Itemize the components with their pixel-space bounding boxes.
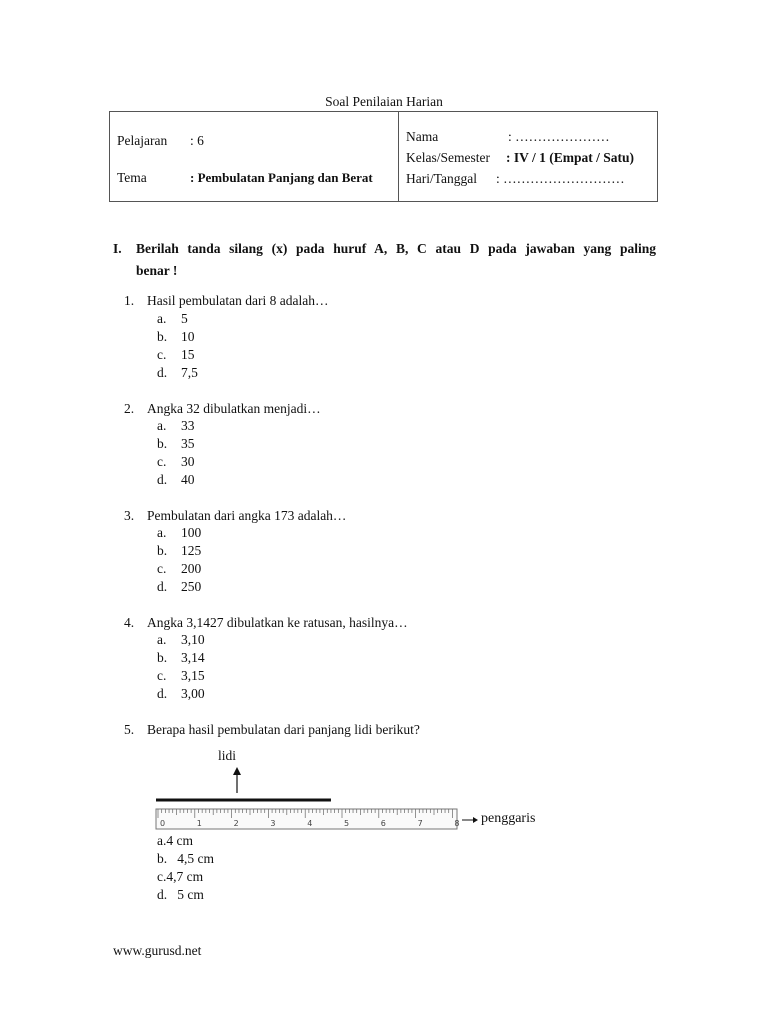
option-value: 30: [181, 454, 195, 469]
option-value: 35: [181, 436, 195, 451]
ruler-number: 2: [233, 819, 239, 828]
question-text: Hasil pembulatan dari 8 adalah…: [147, 293, 329, 308]
instruction-line-2: benar !: [136, 263, 178, 278]
tema-value: : Pembulatan Panjang dan Berat: [190, 170, 373, 185]
header-table: [109, 111, 658, 202]
nama-value: : …………………: [508, 129, 610, 144]
tema-label: Tema: [117, 170, 147, 185]
pelajaran-value-text: : 6: [190, 133, 204, 148]
hari-value: : ………………………: [496, 171, 625, 186]
kelas-value: : IV / 1 (Empat / Satu): [506, 150, 635, 165]
penggaris-label: penggaris: [481, 811, 536, 826]
option-5c[interactable]: c.4,7 cm: [157, 869, 204, 884]
option-value: 3,15: [181, 668, 205, 683]
ruler-number: 6: [380, 819, 386, 828]
option-letter: a.: [157, 632, 167, 647]
option-letter: a.: [157, 311, 167, 326]
question-text: Berapa hasil pembulatan dari panjang lidi berikut?: [147, 722, 420, 737]
ruler: [156, 809, 459, 829]
option-letter: b.: [157, 543, 168, 558]
option-letter: c.: [157, 347, 167, 362]
option-letter: b.: [157, 436, 168, 451]
option-value: 200: [181, 561, 202, 576]
option-value: 10: [181, 329, 195, 344]
ruler-number: 1: [196, 819, 202, 828]
ruler-figure: [150, 745, 570, 840]
section-number: I.: [113, 241, 122, 256]
footer-website: www.gurusd.net: [113, 943, 202, 958]
option-5d[interactable]: d. 5 cm: [157, 887, 204, 902]
question-number: 4.: [124, 615, 135, 630]
option-5b[interactable]: b. 4,5 cm: [157, 851, 214, 866]
ruler-number: 5: [344, 819, 350, 828]
question-number: 1.: [124, 293, 135, 308]
option-letter: d.: [157, 686, 168, 701]
page-title: Soal Penilaian Harian: [325, 94, 443, 109]
question-number: 2.: [124, 401, 135, 416]
option-value: 5: [181, 311, 188, 326]
question-text: Angka 32 dibulatkan menjadi…: [147, 401, 321, 416]
question-text: Pembulatan dari angka 173 adalah…: [147, 508, 347, 523]
lidi-label: lidi: [218, 748, 237, 763]
option-value: 250: [181, 579, 202, 594]
option-value: 33: [181, 418, 195, 433]
option-value: 7,5: [181, 365, 198, 380]
ruler-number: 8: [454, 819, 460, 828]
option-value: 3,10: [181, 632, 205, 647]
option-letter: d.: [157, 579, 168, 594]
pelajaran-value: [190, 133, 204, 149]
question-number: 3.: [124, 508, 135, 523]
option-value: 100: [181, 525, 202, 540]
option-letter: c.: [157, 561, 167, 576]
hari-label: Hari/Tanggal: [406, 171, 478, 186]
option-letter: b.: [157, 650, 168, 665]
question-text: Angka 3,1427 dibulatkan ke ratusan, hasilnya…: [147, 615, 408, 630]
option-value: 125: [181, 543, 202, 558]
option-letter: d.: [157, 365, 168, 380]
option-value: 40: [181, 472, 195, 487]
ruler-number: 7: [417, 819, 423, 828]
option-5a[interactable]: a.4 cm: [157, 833, 193, 848]
question-number: 5.: [124, 722, 135, 737]
option-value: 3,00: [181, 686, 205, 701]
ruler-number: 0: [160, 819, 166, 828]
option-letter: d.: [157, 472, 168, 487]
option-letter: c.: [157, 454, 167, 469]
table-divider: [398, 112, 399, 201]
instruction-line-1: Berilah tanda silang (x) pada huruf A, B, C atau D pada jawaban yang paling: [136, 241, 656, 256]
option-letter: b.: [157, 329, 168, 344]
nama-label: Nama: [406, 129, 439, 144]
pelajaran-label: Pelajaran: [117, 133, 168, 148]
option-letter: c.: [157, 668, 167, 683]
option-value: 3,14: [181, 650, 205, 665]
ruler-number: 3: [270, 819, 276, 828]
penggaris-arrow: [462, 817, 478, 823]
kelas-label: Kelas/Semester: [406, 150, 490, 165]
option-letter: a.: [157, 525, 167, 540]
option-letter: a.: [157, 418, 167, 433]
option-value: 15: [181, 347, 195, 362]
ruler-number: 4: [307, 819, 313, 828]
lidi-arrow: [233, 767, 241, 793]
